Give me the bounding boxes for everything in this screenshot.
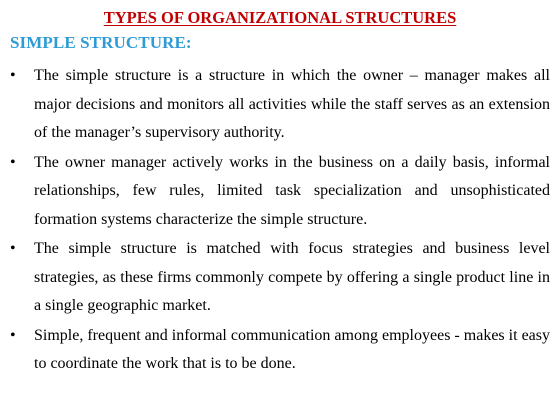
slide-title: TYPES OF ORGANIZATIONAL STRUCTURES — [103, 8, 457, 27]
bullet-item — [10, 62, 550, 148]
bullet-item — [10, 235, 550, 321]
bullet-item — [10, 322, 550, 379]
bullet-text: The simple structure is matched with focus strategies and business level strategies, as these firms commonly compete by offering a single product line in a single geographic market. — [34, 240, 550, 314]
bullet-list — [10, 62, 550, 379]
bullet-dot-icon: • — [10, 240, 16, 257]
section-heading: SIMPLE STRUCTURE: — [10, 33, 192, 52]
bullet-dot-icon: • — [10, 326, 16, 344]
bullet-item — [10, 149, 550, 235]
bullet-text: The simple structure is a structure in which the owner – manager makes all major decisions and monitors all activities while the staff serves as an extension of the manager’s supervisory authority. — [34, 67, 550, 141]
bullet-dot-icon: • — [10, 153, 16, 171]
bullet-text: Simple, frequent and informal communication among employees - makes it easy to coordinate the work that is to be done. — [34, 326, 550, 372]
bullet-dot-icon: • — [10, 67, 16, 84]
bullet-text: The owner manager actively works in the business on a daily basis, informal relationships, few rules, limited task specialization and unsophisticated formation systems characterize the simple structure. — [34, 153, 550, 228]
